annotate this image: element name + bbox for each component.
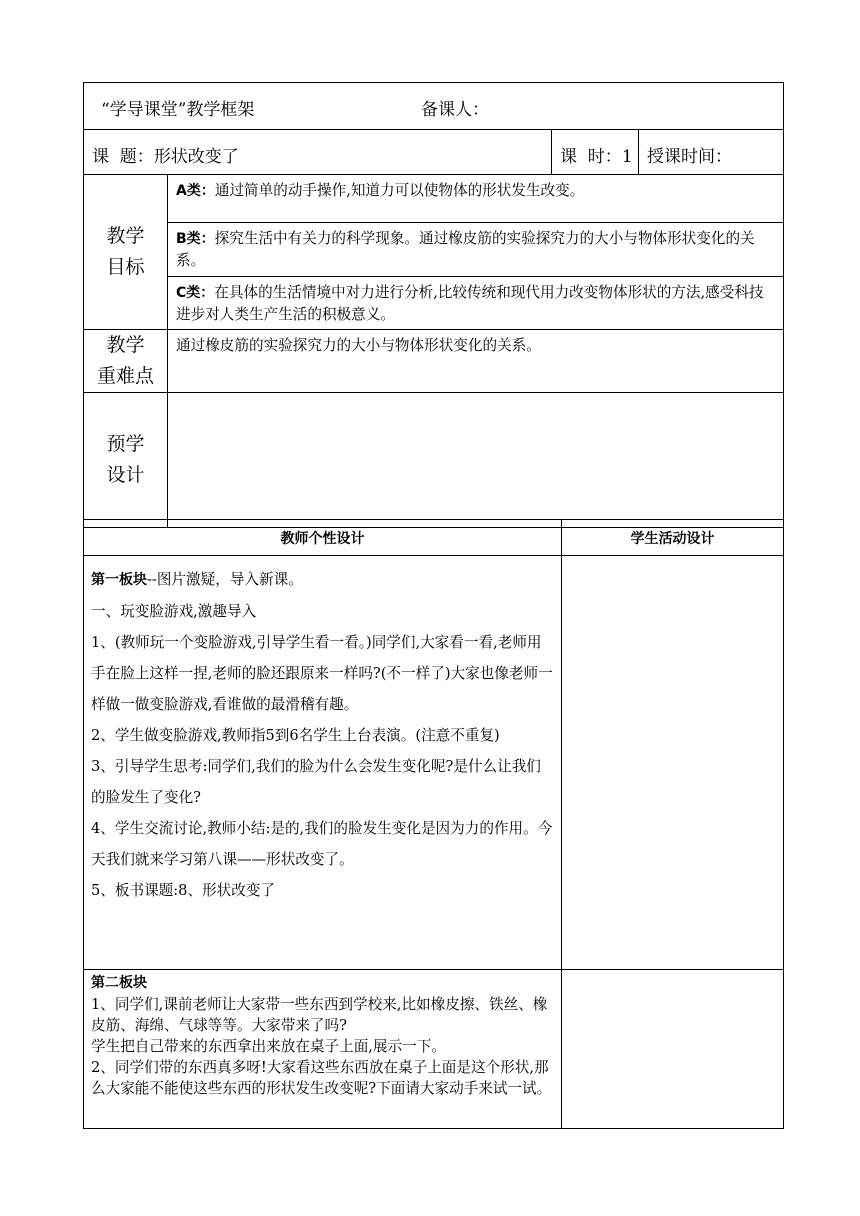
- section-two-title: 第二板块: [91, 975, 147, 991]
- objective-a-text: 通过简单的动手操作,知道力可以使物体的形状发生改变。: [214, 182, 585, 199]
- objective-c-tag: C类：: [176, 285, 215, 301]
- section-one: [84, 556, 562, 970]
- preview-label: 预学 设计: [84, 393, 168, 528]
- objective-b: [168, 223, 784, 277]
- objective-a-tag: A类：: [176, 183, 215, 199]
- student-activity-header: 学生活动设计: [562, 520, 784, 556]
- objective-c-text: 在具体的生活情境中对力进行分析,比较传统和现代用力改变物体形状的方法,感受科技进步对人类生产生活的积极意义。: [176, 284, 764, 323]
- section-one-paragraph: 5、板书课题:8、形状改变了: [91, 882, 276, 899]
- objective-b-text: 探究生活中有关力的科学现象。通过橡皮筋的实验探究力的大小与物体形状变化的关系。: [176, 230, 755, 269]
- period-label: 课 时：: [560, 147, 622, 167]
- period-cell: [552, 130, 639, 175]
- preview-content: [168, 393, 784, 528]
- lesson-info-table: [83, 82, 784, 528]
- objective-c: [168, 277, 784, 330]
- section-two-paragraph: 学生把自己带来的东西拿出来放在桌子上面,展示一下。: [91, 1038, 446, 1055]
- section-two-paragraph: 2、同学们带的东西真多呀!大家看这些东西放在桌子上面是这个形状,那么大家能不能使这些东西的形状发生改变呢?下面请大家动手来试一试。: [91, 1059, 552, 1097]
- objective-b-tag: B类：: [176, 231, 215, 247]
- topic-label: 课 题：: [92, 147, 154, 167]
- section-two: [84, 970, 562, 1129]
- header-row: [84, 83, 784, 130]
- objectives-label: 教学 目标: [84, 175, 168, 330]
- topic-cell: [84, 130, 552, 175]
- section-two-student-cell: [562, 970, 784, 1129]
- section-one-student-cell: [562, 556, 784, 970]
- key-points-text: 通过橡皮筋的实验探究力的大小与物体形状变化的关系。: [168, 330, 784, 393]
- time-cell: [639, 130, 784, 175]
- section-one-subtitle: --图片激疑，导入新课。: [147, 571, 303, 588]
- section-one-paragraph: 2、学生做变脸游戏,教师指5到6名学生上台表演。(注意不重复): [91, 727, 500, 744]
- teacher-design-header: 教师个性设计: [84, 520, 562, 556]
- section-one-paragraph: 3、引导学生思考:同学们,我们的脸为什么会发生变化呢?是什么让我们的脸发生了变化?: [91, 758, 541, 806]
- time-label: 授课时间：: [647, 147, 732, 167]
- objective-a: [168, 175, 784, 223]
- section-one-paragraph: 1、(教师玩一个变脸游戏,引导学生看一看。)同学们,大家看一看,老师用手在脸上这样一捏,老师的脸还跟原来一样吗?(不一样了)大家也像老师一样做一做变脸游戏,看谁做的最滑稽有趣。: [91, 634, 553, 713]
- key-points-label: 教学 重难点: [84, 330, 168, 393]
- section-one-paragraph: 一、玩变脸游戏,激趣导入: [91, 603, 257, 620]
- lesson-design-table: [83, 519, 784, 1129]
- section-one-title: 第一板块: [91, 572, 147, 588]
- preparer-label: 备课人：: [421, 100, 489, 120]
- section-two-paragraph: 1、同学们,课前老师让大家带一些东西到学校来,比如橡皮擦、铁丝、橡皮筋、海绵、气球等等。大家带来了吗?: [91, 996, 548, 1034]
- period-value: 1: [621, 147, 633, 167]
- framework-title: “学导课堂”教学框架: [101, 100, 255, 120]
- section-one-paragraph: 4、学生交流讨论,教师小结:是的,我们的脸发生变化是因为力的作用。今天我们就来学习第八课——形状改变了。: [91, 820, 553, 868]
- topic-value: 形状改变了: [153, 147, 239, 167]
